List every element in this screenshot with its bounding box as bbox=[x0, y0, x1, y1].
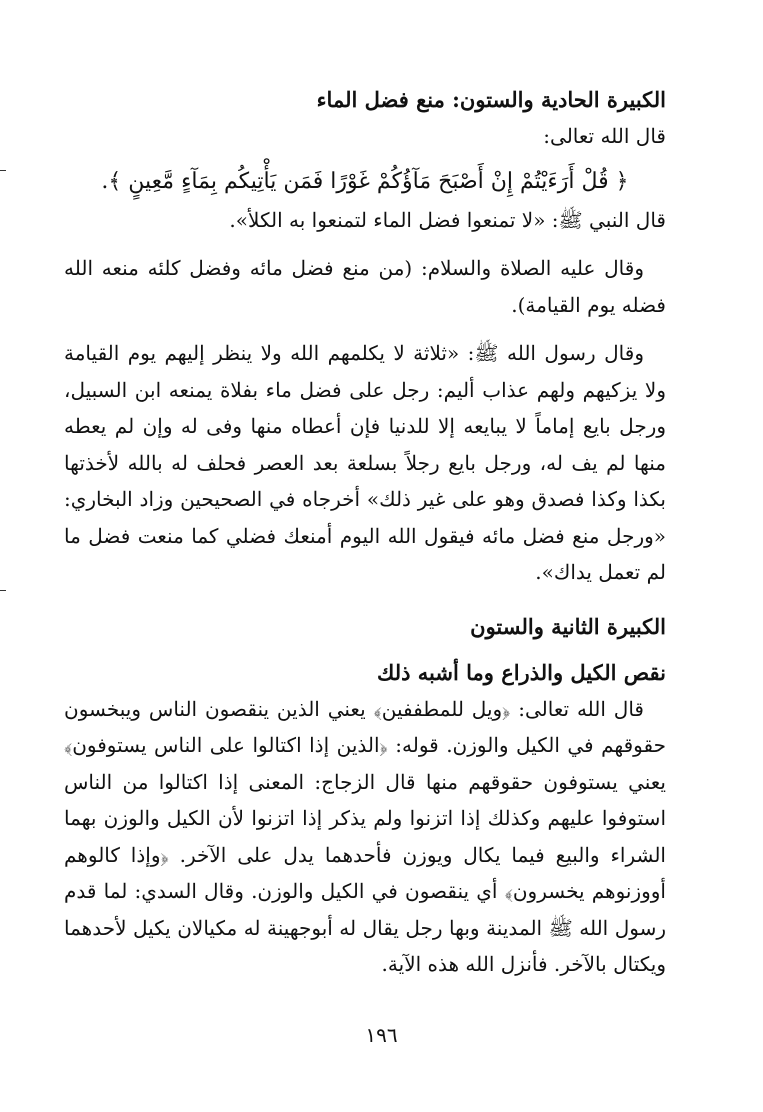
tafsir-paragraph: قال الله تعالى: ﴿ويل للمطففين﴾ يعني الذين ينقصون الناس ويبخسون حقوقهم في الكيل والوزن. قوله: ﴿الذين إذا اكتالوا على الناس يستوفون﴾ يعني يستوفون حقوقهم منها قال الزجاج: المعنى إذا اكتالوا من الناس استوفوا عليهم وكذلك إذا اتزنوا ولم يذكر إذا اتزنوا لأن الكيل والوزن بهما الشراء والبيع فيما يكال ويوزن فأحدهما يدل على الآخر. ﴿وإذا كالوهم أووزنوهم يخسرون﴾ أي ينقصون في الكيل والوزن. وقال السدي: لما قدم رسول الله ﷺ المدينة وبها رجل يقال له أبوجهينة له مكيالان يكيل لأحدهما ويكتال بالآخر. فأنزل الله هذه الآية. bbox=[64, 696, 666, 976]
chapter-heading-61: الكبيرة الحادية والستون: منع فضل الماء bbox=[316, 87, 666, 112]
hadith-3: وقال رسول الله ﷺ: «ثلاثة لا يكلمهم الله ولا ينظر إليهم يوم القيامة ولا يزكيهم ولهم عذاب أليم: رجل على فضل ماء بفلاة يمنعه ابن السبيل، ورجل بايع إماماً لا يبايعه إلا للدنيا فإن أعطاه منها وفى له وإن لم يعطه منها لم يف له، ورجل بايع رجلاً بسلعة بعد العصر فحلف له بالله لأخذتها بكذا وكذا فصدق وهو على غير ذلك» أخرجاه في الصحيحين وزاد البخاري: «ورجل منع فضل مائه فيقول الله اليوم أمنعك فضلي كما منعت فضل ما لم تعمل يداك». bbox=[64, 341, 666, 584]
scan-edge-mark bbox=[0, 590, 6, 591]
book-page bbox=[64, 82, 666, 1082]
chapter-subheading-62: نقص الكيل والذراع وما أشبه ذلك bbox=[377, 659, 666, 685]
hadith-1: قال النبي ﷺ: «لا تمنعوا فضل الماء لتمنعوا به الكلأ». bbox=[229, 208, 666, 232]
chapter-heading-62: الكبيرة الثانية والستون bbox=[470, 613, 666, 639]
page-number: ١٩٦ bbox=[365, 1023, 398, 1047]
quran-intro: قال الله تعالى: bbox=[543, 124, 666, 148]
quran-verse: ﴿ قُلْ أَرَءَيْتُمْ إِنْ أَصْبَحَ مَآؤُكُمْ غَوْرًا فَمَن يَأْتِيكُم بِمَآءٍ مَّعِينٍ ﴾. bbox=[101, 169, 629, 194]
hadith-2: وقال عليه الصلاة والسلام: (من منع فضل مائه وفضل كلئه منعه الله فضله يوم القيامة). bbox=[64, 256, 666, 317]
scan-edge-mark bbox=[0, 170, 6, 171]
